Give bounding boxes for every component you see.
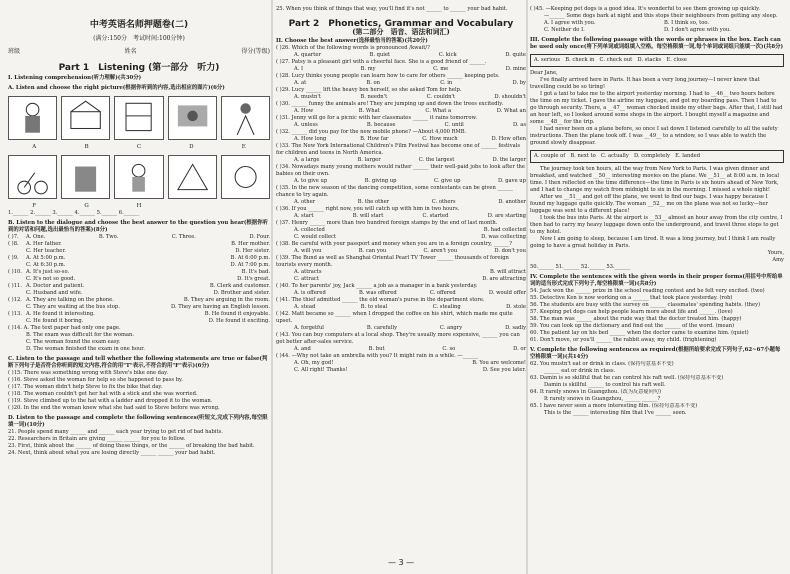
option: A. forgetful — [294, 325, 324, 331]
question-number: ( )11. — [8, 283, 22, 289]
option: C. me — [433, 66, 449, 72]
section-d: D. Listen to the passage and complete the following sentences(听短文,完成下列内容,每空限填一词)(10分) — [8, 415, 268, 428]
option: A. at — [294, 80, 307, 86]
option: D. quite — [505, 52, 526, 58]
option: C. It's not so good. — [26, 276, 76, 282]
option: D. I don't agree with you. — [664, 27, 731, 33]
option: D. How often — [491, 136, 526, 142]
option: C. angry — [439, 325, 463, 331]
option: D. don't you — [494, 248, 526, 254]
option: C. in — [440, 80, 453, 86]
option: C. others — [431, 199, 456, 205]
option: B. on — [366, 80, 380, 86]
sentence: Damin is skillful ______ to control his raft well. — [544, 382, 666, 388]
letter-b: B — [84, 144, 89, 150]
q14-option: D. The woman finished the exam in one hour. — [26, 346, 145, 352]
section-a: A. Listen and choose the right picture(根据你听到的内容,选出相应的图片)(6分) — [8, 85, 225, 91]
answer-options — [8, 255, 270, 262]
option: D. Brother and sister. — [213, 290, 270, 296]
option: B. It's bad. — [241, 269, 270, 275]
option: C. What a — [425, 108, 452, 114]
column-left — [8, 0, 270, 574]
option: D. He found it exciting. — [208, 318, 270, 324]
answer-options — [276, 199, 526, 206]
word-box-2: A. couple of B. next to C. actually D. completely E. landed — [530, 150, 784, 163]
option: C. the largest — [418, 157, 455, 163]
picture-f — [8, 155, 57, 199]
answer-options — [8, 311, 270, 318]
option: D. another — [498, 199, 526, 205]
sentence: 21. People spend many ______ and ______ each year trying to get rid of bad habits. — [8, 429, 223, 435]
question-stem: ( )28. Lucy thinks young people can learn how to care for others ______ keeping pets. — [276, 73, 500, 79]
option: D. Four. — [249, 234, 270, 240]
option: A. to give up — [294, 178, 328, 184]
option: D. mine — [505, 66, 526, 72]
answer-options — [276, 136, 526, 143]
option: A. At 5:00 p.m. — [26, 255, 66, 261]
option: C. so — [442, 346, 456, 352]
question-stem: ( )37. Henry ______ more than two hundred foreign stamps by the end of last month. — [276, 220, 498, 226]
option: A. a large — [294, 157, 320, 163]
option: A. How long — [294, 136, 327, 142]
option: D. are starting — [487, 213, 526, 219]
answer-options — [8, 262, 270, 269]
option: A. It's just so-so. — [26, 269, 70, 275]
picture-c — [114, 96, 163, 140]
section-v: V. Complete the following sentences as required(根据所给要求完成下列句子,62~67小题每空格限填一词)(共14分) — [530, 347, 781, 360]
option: B. You are welcome! — [472, 360, 526, 366]
option: A. other — [294, 199, 316, 205]
picture-grid-bottom — [8, 155, 270, 199]
page-fold — [526, 0, 528, 574]
name-label: 姓名 — [124, 48, 137, 55]
picture-a — [8, 96, 57, 140]
letter-paragraph: Now I am going to sleep, because I am tired. It was a long journey, but I think I am really going to have a great holiday in Paris. — [530, 236, 776, 249]
option: D. stole — [506, 304, 526, 310]
answer-options — [8, 241, 270, 248]
question-stem: ( )32. ______ did you pay for the new mobile phone? —About 4,000 RMB. — [276, 129, 467, 135]
question-stem: ( )29. Lucy ______ lift the heavy box herself, so she asked Tom for help. — [276, 87, 462, 93]
answer-options — [276, 66, 526, 73]
option: D. See you later. — [482, 367, 526, 373]
statement: ( )15. There was something wrong with Steve's bike one day. — [8, 370, 168, 376]
option: C. started — [422, 213, 449, 219]
letter-greeting: Dear Jane, — [530, 70, 558, 76]
question-stem: ( )26. Which of the following words is pronounced /kwait/? — [276, 45, 430, 51]
option: B. larger — [357, 157, 381, 163]
question-stem: ( )39. The Bund as well as Shanghai Oriental Pearl TV Tower ______ thousands of foreign tourists every month. — [276, 255, 509, 268]
option: B. quiet — [369, 52, 391, 58]
option: C. At 6:30 p.m. — [26, 262, 66, 268]
option: B. They are arguing in the room. — [183, 297, 270, 303]
question-number: ( )12. — [8, 297, 22, 303]
option: C. stealing — [432, 304, 461, 310]
page-fold — [271, 0, 273, 574]
answer-options — [276, 227, 526, 234]
answer-options — [8, 318, 270, 325]
question-stem: ( )41. The thief admitted ______ the old woman's purse in the department store. — [276, 297, 485, 303]
sentence: 60. The patient lay on his bed ______ when the doctor came to examine him. (quiet) — [530, 330, 749, 336]
letter-paragraph: I took the bus into Paris. At the airport is __53__ almost an hour away from the city centre, I then had to carry my heavy luggage down onto the underground, and travel three stops to get to my hotel. — [530, 215, 783, 235]
sentence: 63. Damin is so skillful that he can control his raft well. (保持句意基本不变) — [530, 375, 724, 381]
q14-option: C. The woman found the exam easy. — [26, 339, 121, 345]
question-stem: ( )40. To her parents' joy, Jack ______ a job as a manager in a bank yesterday. — [276, 283, 478, 289]
option: A. I agree with you. — [544, 20, 596, 26]
statement: ( )18. The woman couldn't get her hat with a stick and she was worried. — [8, 391, 198, 397]
statement: ( )20. In the end the woman knew what she had said to Steve before was wrong. — [8, 405, 220, 411]
option: A. stead — [294, 304, 316, 310]
answer-options — [276, 94, 526, 101]
answer-options — [8, 283, 270, 290]
option: C. Her teacher. — [26, 248, 66, 254]
answer-options — [276, 325, 526, 332]
option: D. gave up — [497, 178, 526, 184]
option: D. shouldn't — [494, 94, 526, 100]
option: A. is offered — [294, 290, 326, 296]
question-stem: ( )33. The New York International Children's Film Festival has become one of ______ festivals for children and teens in North America. — [276, 143, 521, 156]
sentence: 56. The students are busy with the survey on ______ classmates' spending habits. (they) — [530, 302, 761, 308]
answer-options — [276, 290, 526, 297]
option: C. He found it boring. — [26, 318, 84, 324]
sentence: 22. Researchers in Britain are giving ______ ______ for you to follow. — [8, 436, 186, 442]
option: C. They are waiting at the bus stop. — [26, 304, 120, 310]
option: A. and — [294, 346, 311, 352]
section-ii: II. Choose the best answer(选择最恰当的答案)(共20分) — [276, 38, 428, 44]
answer-options — [276, 346, 526, 353]
question-stem: ( )30. ______ funny the animals are! They are jumping up and down the trees excitedly. — [276, 101, 504, 107]
answer-options — [276, 108, 526, 115]
question-stem: ( )35. In the new season of the dancing competition, some contestants can be given ______ chance to try again. — [276, 185, 514, 198]
option: C. give up — [434, 178, 461, 184]
option: C. attract — [294, 276, 319, 282]
student-info — [8, 48, 270, 55]
letter-c: C — [136, 144, 142, 150]
q14-stem: ( )14. A. The text paper had only one page. — [8, 325, 121, 331]
question-stem: ( )43. You can buy computers at a local shop. They're usually more expensive, ______ you can get better after-sales service. — [276, 332, 520, 345]
answer-row-a: 1.______ 2.______ 3.______ 4.______ 5.______ 6.______ — [8, 210, 140, 216]
option: D. would offer — [488, 290, 526, 296]
answer-options — [276, 213, 526, 220]
question-stem: ( )42. Matt became so ______ when I dropped the coffee on his shirt, which made me quite upset. — [276, 311, 513, 324]
q45-options — [530, 27, 784, 34]
option: A. quarter — [294, 52, 321, 58]
question-number: ( )8. — [8, 241, 19, 247]
answer-options — [276, 367, 526, 374]
letter-g: G — [84, 203, 89, 209]
letter-closing: Yours, — [767, 250, 784, 256]
section-iii: III. Complete the following passage with the words or phrases in the box. Each can be used only once(将下列单词或词组填入空格。每空格限填一词,每个单词或词组只能填一次)(共8分) — [530, 37, 784, 50]
option: A. How — [294, 108, 314, 114]
option: A. Her father. — [26, 241, 62, 247]
page-number: — 3 — — [388, 558, 415, 567]
picture-extra-2 — [221, 155, 270, 199]
question-number: ( )9. — [8, 255, 19, 261]
option: A. attracts — [294, 269, 322, 275]
option: C. Neither do I. — [544, 27, 585, 33]
answer-options — [276, 157, 526, 164]
answer-options — [8, 304, 270, 311]
option: C. couldn't — [426, 94, 455, 100]
option: B. will start — [352, 213, 384, 219]
exam-meta: (满分:150分 考试时间:100分钟) — [93, 35, 185, 42]
option: D. At 7:00 p.m. — [230, 262, 270, 268]
question-stem: ( )44. —Why not take an umbrella with you? It might rain in a while. —______ — [276, 353, 479, 359]
sentence: ______ eat or drink in class. — [544, 368, 616, 374]
sentence: 62. You mustn't eat or drink in class. (保持句意基本不变) — [530, 361, 674, 367]
option: B. Her mother. — [231, 241, 270, 247]
letter-paragraph: I've finally arrived here in Paris. It has been a very long journey—I never knew that travelling could be so tiring! — [530, 77, 760, 90]
q45-options — [530, 20, 784, 27]
option: B. How far — [360, 136, 389, 142]
option: B. to steal — [360, 304, 388, 310]
sentence: 59. You can look up the dictionary and find out the ______ of the word. (mean) — [530, 323, 735, 329]
option: D. was collecting — [481, 234, 526, 240]
option: B. had collected — [483, 227, 526, 233]
sentence: 23. First, think about the ______ of doing these things, or the ______ of breaking the bad habit. — [8, 443, 255, 449]
part2-heading: Part 2 Phonetics, Grammar and Vocabulary — [288, 19, 514, 29]
letter-paragraph: The journey took ten hours, all the way from New York to Paris. I was given dinner and breakfast, and watched __50__ interesting movies on the plane. We __51__ at 8:00 a.m. in local time. I then reflected on the time difference—the time in Paris is six hours ahead of New York, and I had to change my watch from midnight to six in the morning. I missed a whole night! — [530, 166, 779, 193]
q45-stem: ( )45. —Keeping pet dogs is a good idea. It's wonderful to see them growing up quickly. — [530, 6, 760, 12]
option: B. Two. — [98, 234, 119, 240]
answer-options — [276, 269, 526, 276]
answer-options — [8, 276, 270, 283]
option: B. my — [360, 66, 376, 72]
sentence: It rarely snows in Guangzhou, ______ ______? — [544, 396, 661, 402]
score-label: 得分(等级) — [241, 48, 270, 55]
exam-title: 中考英语名师押题卷(二) — [89, 20, 189, 30]
option: D. by — [512, 80, 526, 86]
picture-b — [61, 96, 110, 140]
option: B. I think so, too. — [664, 20, 709, 26]
answer-options — [276, 276, 526, 283]
word-box-1: A. serious B. check in C. check out D. stacks E. close — [530, 54, 784, 67]
question-number: ( )10. — [8, 269, 22, 275]
section-b-questions — [8, 234, 270, 325]
letter-paragraph: I got a taxi to take me to the airport yesterday morning. I had to __46__ two hours before the time on my ticket. I gave the airline my luggage, and got my boarding pass. Then I had to go through security. There, a __47__ woman checked inside my other bags. After that, I still had an hour left, so I looked around some shops in the airport. I bought myself a magazine and some __48__ for the trip. — [530, 91, 783, 125]
option: D. are attracting — [482, 276, 526, 282]
answer-options — [8, 234, 270, 241]
section-b: B. Listen to the dialogue and choose the best answer to the question you hear(根据你听到的对话和问题,选出最恰当的答案)(8分) — [8, 220, 268, 233]
option: C. All right! Thanks! — [294, 367, 348, 373]
letter-f: F — [32, 203, 37, 209]
answer-options — [276, 52, 526, 59]
answer-options — [276, 304, 526, 311]
picture-d — [168, 96, 217, 140]
option: B. giving up — [364, 178, 397, 184]
option: C. Husband and wife. — [26, 290, 83, 296]
sentence: 57. Keeping pet dogs can help people learn more about life and ______. (love) — [530, 309, 733, 315]
option: C. until — [444, 122, 464, 128]
answer-options — [276, 122, 526, 129]
option: D. or — [513, 346, 526, 352]
option: A. unless — [294, 122, 318, 128]
option: B. the other — [357, 199, 390, 205]
sentence: 65. I have never seen a more interesting film. (保持句意基本不变) — [530, 403, 698, 409]
answer-options — [276, 178, 526, 185]
question-stem: ( )27. Patsy is a pleasant girl with a cheerful face. She is a good friend of ______. — [276, 59, 487, 65]
answer-row-iii: 50.______ 51.______ 52.______ 53.______ — [530, 264, 631, 270]
multiple-choice-list — [276, 45, 526, 374]
picture-g — [61, 155, 110, 199]
letter-d: D — [189, 144, 194, 150]
answer-options — [8, 248, 270, 255]
section-iv: IV. Complete the sentences with the given words in their proper forms(用括号中所给单词的适当形式完成下列句子,每空格限填一词)(共8分) — [530, 274, 783, 287]
option: B. can you — [358, 248, 387, 254]
option: D. It's great. — [237, 276, 270, 282]
answer-options — [8, 290, 270, 297]
option: B. What — [358, 108, 380, 114]
question-stem: ( )36. If you ______ right now, you will catch up with him in two hours. — [276, 206, 460, 212]
sentence: 24. Next, think about what you are losing directly ______ ______ your bad habit. — [8, 450, 216, 456]
answer-options — [276, 248, 526, 255]
option: A. mustn't — [294, 94, 321, 100]
option: C. How much — [422, 136, 458, 142]
option: D. They are having an English lesson. — [170, 304, 270, 310]
option: D. What an — [496, 108, 526, 114]
class-label: 班级 — [8, 48, 21, 55]
option: B. Clerk and customer. — [209, 283, 270, 289]
part2-subheading: (第二部分 语音、语法和词汇) — [352, 27, 450, 36]
picture-h — [114, 155, 163, 199]
option: C. offered — [429, 290, 456, 296]
question-number: ( )13. — [8, 311, 22, 317]
picture-letters-bottom — [8, 203, 270, 210]
option: A. He found it interesting. — [26, 311, 95, 317]
statement: ( )16. Steve asked the woman for help so she happened to pass by. — [8, 377, 183, 383]
option: D. as — [512, 122, 526, 128]
sentence: 58. The man was ______ about the rude way that the doctor treated him. (happy) — [530, 316, 742, 322]
column-middle — [276, 0, 526, 574]
q14-option: B. The exam was difficult for the woman. — [26, 332, 134, 338]
option: D. sadly — [505, 325, 526, 331]
option: A. I — [294, 66, 304, 72]
statement: ( )19. Steve climbed up to the hat with a ladder and dropped it to the woman. — [8, 398, 213, 404]
sentence: 55. Detective Ken is now working on a ______ that took place yesterday. (rob) — [530, 295, 733, 301]
letter-a: A — [32, 144, 37, 150]
letter-e: E — [241, 144, 246, 150]
letter-paragraph: I had never been on a plane before, so once I sat down I listened carefully to all the safety instructions. Then the plane took off. I was __49__ to a window, so I was able to watch the ground slowly disappear. — [530, 126, 778, 146]
option: A. will you — [294, 248, 322, 254]
answer-options — [276, 80, 526, 87]
section-i: I. Listening comprehension(听力理解)(共30分) — [8, 75, 142, 81]
option: B. but — [368, 346, 385, 352]
option: C. would collect — [294, 234, 337, 240]
answer-options — [276, 234, 526, 241]
option: A. They are talking on the phone. — [26, 297, 114, 303]
sentence: 54. Jack won the ______ prize in the school reading contest and he felt very excited. (two) — [530, 288, 765, 294]
section-c: C. Listen to the passage and tell whether the following statements are true or false(判断下列句子是否符合你听到的短文内容,符合的用"T"表示,不符合的用"F"表示)(6分) — [8, 356, 268, 369]
answer-options — [8, 269, 270, 276]
sentence: 64. It rarely snows in Guangzhou. (改为反意疑问句) — [530, 389, 662, 395]
option: C. kick — [438, 52, 457, 58]
answer-options — [8, 297, 270, 304]
option: B. was offered — [358, 290, 397, 296]
option: A. collected — [294, 227, 325, 233]
sentence: 61. Don't move, or you'll ______ the rabbit away, my child. (frightening) — [530, 337, 717, 343]
picture-letters-top — [8, 144, 270, 151]
letter-signature: Amy — [772, 257, 784, 263]
part1-heading: Part 1 Listening (第一部分 听力) — [58, 63, 220, 73]
option: C. aren't you — [423, 248, 458, 254]
column-right — [530, 0, 784, 574]
option: C. Three. — [171, 234, 196, 240]
option: B. needn't — [360, 94, 388, 100]
option: B. carefully — [366, 325, 398, 331]
letter-paragraph: After we __51__ and got off the plane, we went to find our bags. I was happy because I found my luggage quite quickly. The woman __52__ me on the plane was not so lucky—her luggage was sent to a different place! — [530, 194, 768, 214]
option: A. start — [294, 213, 314, 219]
option: B. will attract — [489, 269, 526, 275]
picture-grid-top — [8, 96, 270, 140]
question-stem: ( )31. Jenny will go for a picnic with her classmates ______ it rains tomorrow. — [276, 115, 477, 121]
option: B. because — [366, 122, 396, 128]
picture-e — [221, 96, 270, 140]
answer-options — [276, 360, 526, 367]
question-number: ( )7. — [8, 234, 19, 240]
sentence: This is the ______ interesting film that I've ______ seen. — [544, 410, 687, 416]
option: B. He found it enjoyable. — [204, 311, 270, 317]
option: A. Oh, my god! — [294, 360, 334, 366]
option: D. the larger — [492, 157, 526, 163]
picture-extra-1 — [168, 155, 217, 199]
q45-line: —______ Some dogs bark at night and this stops their neighbours from getting any sleep. — [544, 13, 778, 19]
option: D. Her sister. — [235, 248, 270, 254]
statement: ( )17. The woman didn't help Steve to fix the bike that day. — [8, 384, 163, 390]
sentence: 25. When you think of things that way, you'll find it's not ______ to ______ your bad habit. — [276, 6, 508, 12]
question-stem: ( )34. Nowadays many young mothers would rather ______ their well-paid jobs to look after the babies on their own. — [276, 164, 525, 177]
question-stem: ( )38. Be careful with your passport and money when you are in a foreign country, ______? — [276, 241, 513, 247]
option: A. Doctor and patient. — [26, 283, 85, 289]
letter-h: H — [136, 203, 142, 209]
option: A. One. — [26, 234, 46, 240]
option: B. At 6:00 p.m. — [230, 255, 270, 261]
